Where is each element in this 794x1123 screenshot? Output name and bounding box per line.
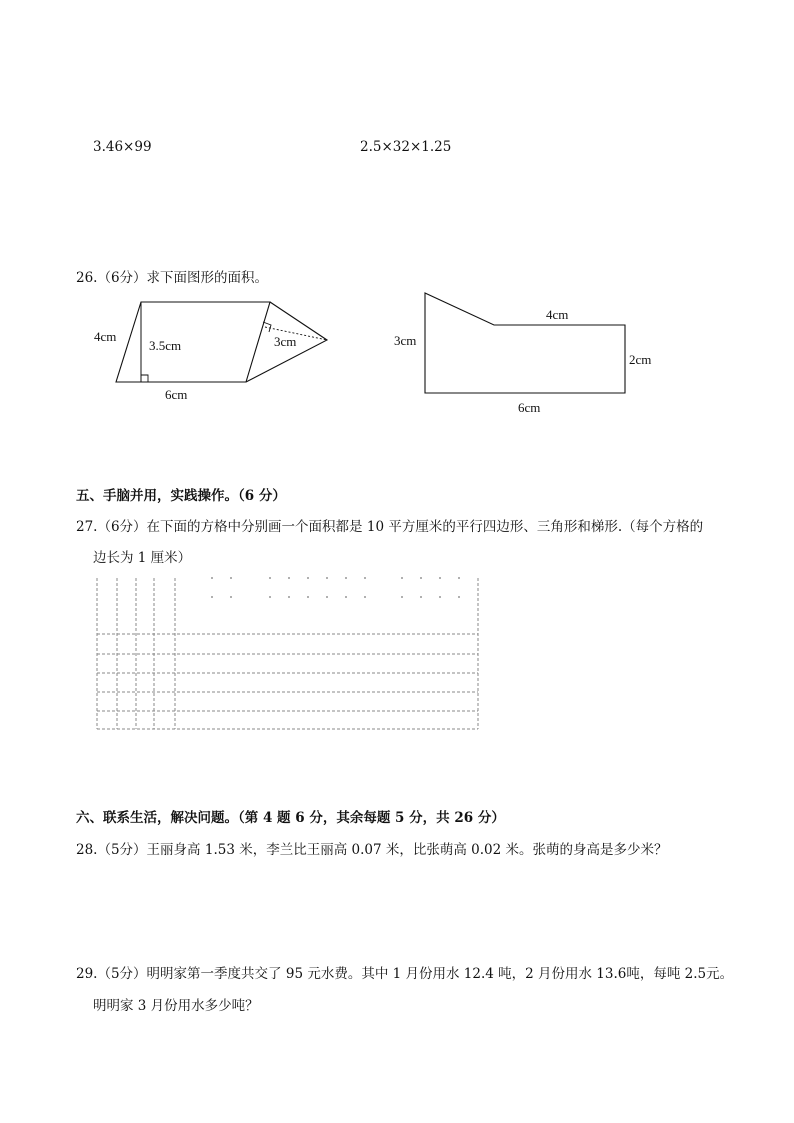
- grid-dots: [211, 577, 460, 598]
- fig2-bottom-label: 6cm: [518, 400, 541, 415]
- question-26-text: 26.（6分）求下面图形的面积。: [76, 270, 269, 286]
- fig2-top-label: 4cm: [546, 307, 569, 322]
- square-grid: [97, 578, 478, 729]
- fig2-left-label: 3cm: [394, 333, 417, 348]
- question-27-line-2: 边长为 1 厘米）: [93, 550, 192, 566]
- question-27-line-1: 27.（6分）在下面的方格中分别画一个面积都是 10 平方厘米的平行四边形、三角形和梯形.（每个方格的: [76, 519, 704, 535]
- fig2-right-label: 2cm: [629, 352, 652, 367]
- section-6-title: 六、联系生活，解决问题。（第 4 题 6 分，其余每题 5 分，共 26 分）: [76, 810, 505, 826]
- fig1-base-label: 6cm: [165, 387, 188, 402]
- question-29-line-1: 29.（5分）明明家第一季度共交了 95 元水费。其中 1 月份用水 12.4 吨，2 月份用水 13.6吨，每吨 2.5元。: [76, 966, 734, 982]
- question-28-text: 28.（5分）王丽身高 1.53 米，李兰比王丽高 0.07 米，比张萌高 0.02 米。张萌的身高是多少米？: [76, 842, 668, 858]
- fig1-left-label: 4cm: [94, 329, 117, 344]
- figure-parallelogram-triangle: [94, 302, 327, 402]
- figure-composite-shape: [394, 293, 651, 415]
- calc-expression-a: 3.46×99: [93, 139, 152, 155]
- fig1-height-label: 3.5cm: [149, 338, 182, 353]
- calc-expression-b: 2.5×32×1.25: [360, 139, 452, 155]
- fig1-triangle-height-label: 3cm: [274, 334, 297, 349]
- question-29-line-2: 明明家 3 月份用水多少吨？: [93, 998, 259, 1014]
- section-5-title: 五、手脑并用，实践操作。（6 分）: [76, 488, 286, 504]
